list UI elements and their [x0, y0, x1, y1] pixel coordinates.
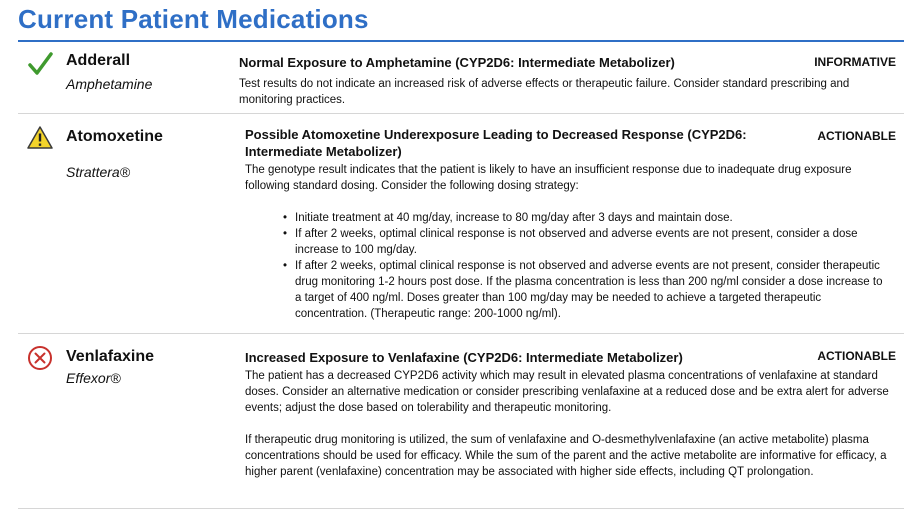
row-divider	[18, 508, 904, 509]
row-divider	[18, 333, 904, 334]
status-badge: ACTIONABLE	[817, 129, 896, 143]
title-underline	[18, 40, 904, 42]
warning-icon	[26, 124, 54, 152]
list-item: • If after 2 weeks, optimal clinical response is not observed and adverse events are not present, consider therapeutic drug monitoring 1-2 hours post dose. If the plasma concentration is less than 200 ng/ml consider a dose increase to a target of 400 ng/ml. Doses greater than 100 mg/day may be needed to achieve a targeted therapeutic concentration. (Therapeutic range: 200-1000 ng/ml).	[283, 258, 883, 322]
row-divider	[18, 113, 904, 114]
medication-row-atomoxetine	[18, 118, 904, 330]
medication-row-adderall	[18, 48, 904, 110]
drug-brand: Strattera®	[66, 164, 131, 180]
recommendation-text: The genotype result indicates that the patient is likely to have an insufficient response due to inadequate drug exposure following standard dosing. Consider the following dosing strategy:	[245, 164, 852, 192]
drug-brand: Amphetamine	[66, 76, 153, 92]
medication-row-venlafaxine	[18, 338, 904, 508]
drug-name: Atomoxetine	[66, 128, 163, 145]
status-badge: ACTIONABLE	[817, 349, 896, 363]
checkmark-icon	[26, 50, 54, 78]
drug-brand: Effexor®	[66, 370, 121, 386]
drug-name: Venlafaxine	[66, 348, 155, 365]
x-circle-icon	[26, 344, 54, 372]
recommendation-heading: Normal Exposure to Amphetamine (CYP2D6: Intermediate Metabolizer)	[239, 55, 675, 70]
recommendation-text: If therapeutic drug monitoring is utilized, the sum of venlafaxine and O-desmethylvenlafaxine (an active metabolite) plasma concentrations should be used for efficacy. While the sum of the parent and the active metabolite are informative for efficacy, a higher parent (venlafaxine) concentration may be associated with higher side effects, including QT prolongation.	[245, 434, 887, 478]
recommendation-heading: Possible Atomoxetine Underexposure Leading to Decreased Response (CYP2D6: Intermediate Metabolizer)	[245, 127, 747, 159]
recommendation-heading: Increased Exposure to Venlafaxine (CYP2D6: Intermediate Metabolizer)	[245, 350, 683, 365]
list-item: • Initiate treatment at 40 mg/day, increase to 80 mg/day after 3 days and maintain dose.	[283, 210, 883, 226]
list-item: • If after 2 weeks, optimal clinical response is not observed and adverse events are not present, consider a dose increase to 100 mg/day.	[283, 226, 883, 258]
status-badge: INFORMATIVE	[814, 55, 896, 69]
dosing-bullet-list	[283, 210, 883, 322]
recommendation-text: The patient has a decreased CYP2D6 activity which may result in elevated plasma concentrations of venlafaxine at standard doses. Consider an alternative medication or consider prescribing venlafaxine at a reduced dose and be extra alert for adverse events; adjust the dose based on tolerability and therapeutic monitoring.	[245, 370, 889, 414]
recommendation-text: Test results do not indicate an increased risk of adverse effects or therapeutic failure. Consider standard prescribing and monitoring practices.	[239, 78, 850, 106]
page-title: Current Patient Medications	[18, 4, 369, 34]
drug-name: Adderall	[66, 52, 131, 69]
